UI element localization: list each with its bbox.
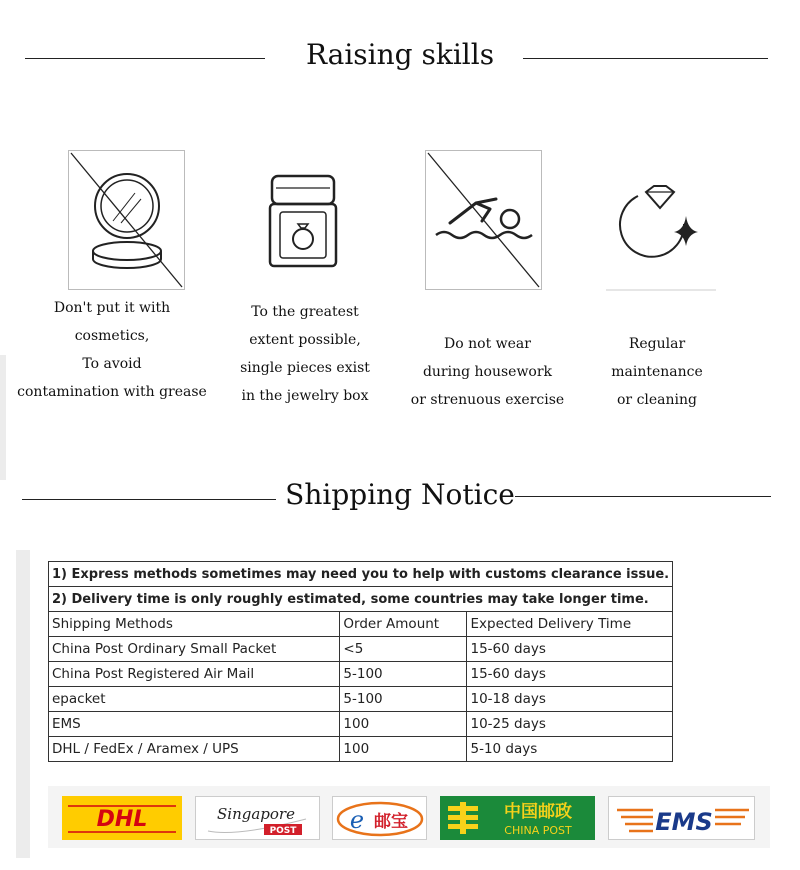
caption-line: To the greatest	[251, 304, 359, 320]
caption-line: Regular	[628, 336, 686, 352]
shipping-table	[48, 561, 673, 762]
delivery-note: 2) Delivery time is only roughly estimated, some countries may take longer time.	[49, 587, 673, 612]
table-note-row	[49, 562, 673, 587]
time-cell: 15-60 days	[467, 637, 673, 662]
singapore-logo-text: Singapore	[217, 805, 295, 823]
china-post-logo	[440, 796, 595, 840]
caption-line: or strenuous exercise	[410, 392, 565, 408]
no-swimming-icon	[425, 150, 542, 290]
singapore-post-text: POST	[269, 826, 297, 836]
caption-line: maintenance	[611, 364, 703, 380]
epacket-e-text: e	[349, 806, 365, 834]
caption-line: during housework	[422, 364, 553, 380]
amount-cell: <5	[340, 637, 467, 662]
china-post-en-text: CHINA POST	[504, 824, 572, 837]
caption-line: contamination with grease	[17, 384, 207, 400]
care-caption-2	[225, 298, 385, 410]
dhl-logo-text: DHL	[96, 807, 148, 832]
caption-line: cosmetics,	[74, 328, 150, 344]
jewelry-box-icon	[262, 172, 342, 272]
left-edge-strip	[0, 355, 6, 480]
method-cell: DHL / FedEx / Aramex / UPS	[49, 737, 340, 762]
ems-logo-text: EMS	[655, 808, 713, 836]
care-caption-3	[400, 330, 575, 414]
time-cell: 15-60 days	[467, 662, 673, 687]
caption-line: extent possible,	[249, 332, 361, 348]
table-note-row	[49, 587, 673, 612]
care-caption-1	[0, 294, 224, 406]
caption-line: Don't put it with	[53, 300, 171, 316]
time-cell: 10-18 days	[467, 687, 673, 712]
table-row	[49, 662, 673, 687]
shipping-section-title: Shipping Notice	[285, 478, 515, 511]
caption-line: To avoid	[82, 356, 142, 372]
caption-line: or cleaning	[617, 392, 697, 408]
table-row	[49, 637, 673, 662]
table-row	[49, 737, 673, 762]
ems-logo	[608, 796, 755, 840]
epacket-cn-text: 邮宝	[374, 812, 408, 832]
caption-line: in the jewelry box	[241, 388, 369, 404]
time-cell: 5-10 days	[467, 737, 673, 762]
amount-cell: 100	[340, 712, 467, 737]
header-delivery-time: Expected Delivery Time	[467, 612, 673, 637]
dhl-logo	[62, 796, 182, 840]
method-cell: EMS	[49, 712, 340, 737]
epacket-logo	[332, 796, 427, 840]
ring-sparkle-icon	[606, 180, 716, 292]
header-shipping-methods: Shipping Methods	[49, 612, 340, 637]
method-cell: China Post Registered Air Mail	[49, 662, 340, 687]
header-order-amount: Order Amount	[340, 612, 467, 637]
care-section-title: Raising skills	[305, 38, 495, 71]
caption-line: single pieces exist	[240, 360, 370, 376]
care-caption-4	[592, 330, 722, 414]
no-cosmetics-icon	[68, 150, 185, 290]
table-row	[49, 712, 673, 737]
customs-note: 1) Express methods sometimes may need you to help with customs clearance issue.	[49, 562, 673, 587]
amount-cell: 5-100	[340, 662, 467, 687]
amount-cell: 100	[340, 737, 467, 762]
china-post-cn-text: 中国邮政	[504, 802, 572, 822]
amount-cell: 5-100	[340, 687, 467, 712]
table-row	[49, 687, 673, 712]
caption-line: Do not wear	[444, 336, 531, 352]
shipping-heading-rule-right	[515, 496, 771, 497]
method-cell: epacket	[49, 687, 340, 712]
table-left-strip	[16, 550, 30, 858]
care-heading-rule-right	[523, 58, 768, 59]
time-cell: 10-25 days	[467, 712, 673, 737]
table-header-row	[49, 612, 673, 637]
singapore-post-logo	[195, 796, 320, 840]
method-cell: China Post Ordinary Small Packet	[49, 637, 340, 662]
